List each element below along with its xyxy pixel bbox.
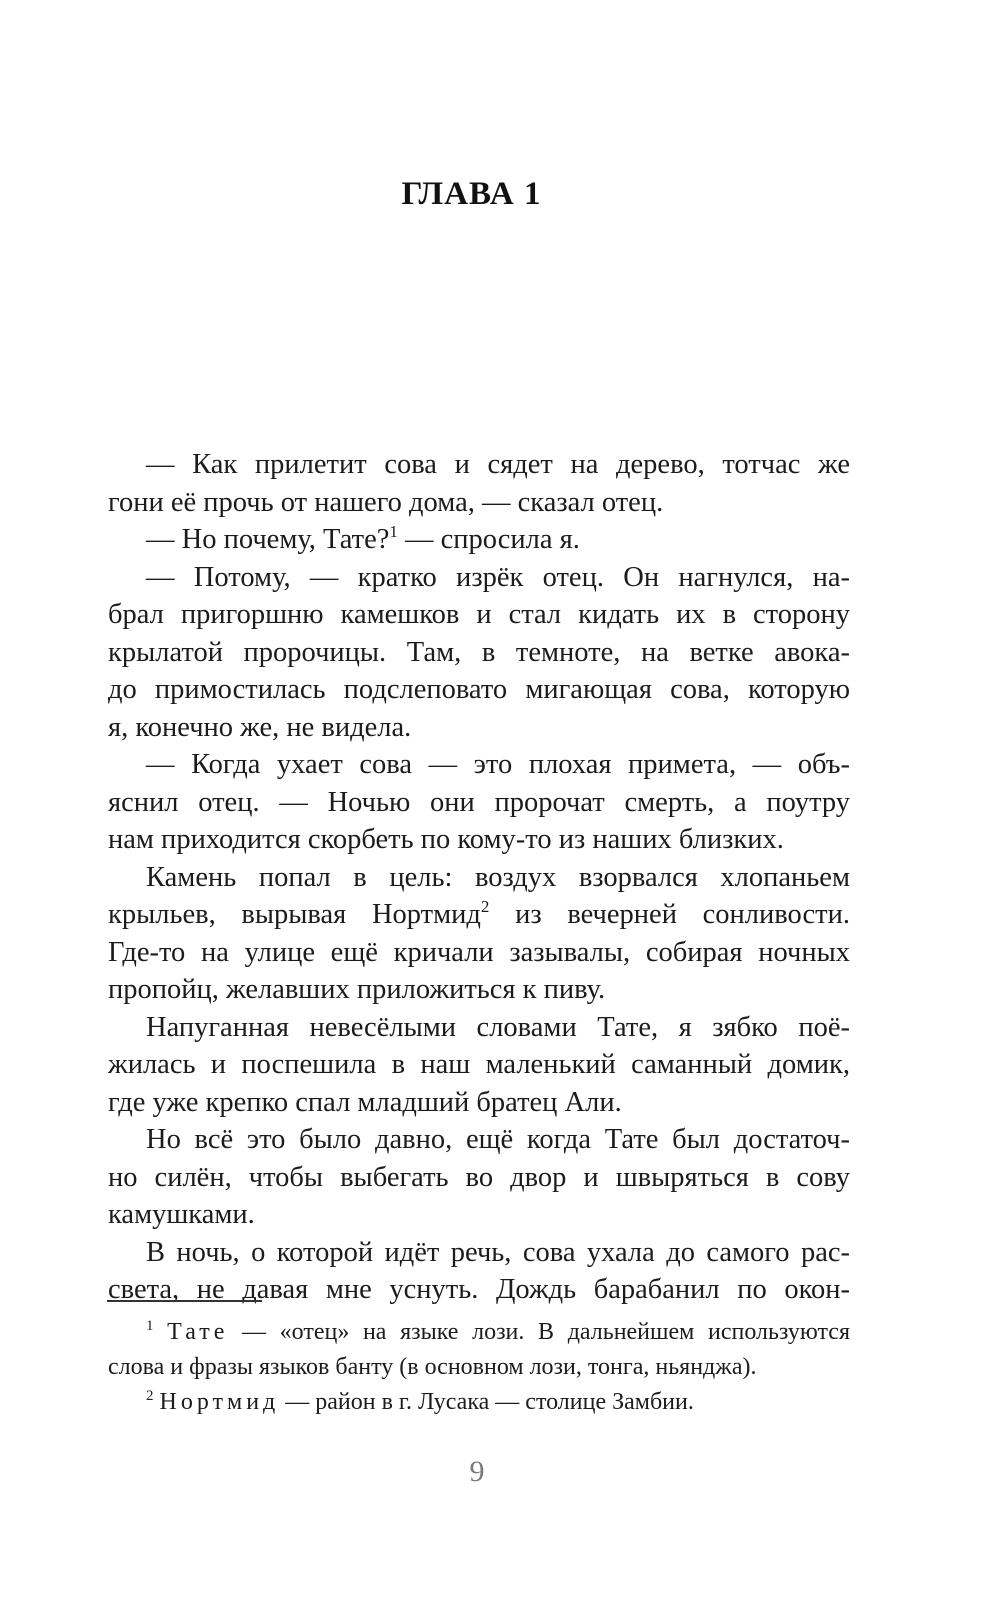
text-line: — Потому, — кратко изрёк отец. Он нагнулся, на- xyxy=(146,561,850,593)
text-line: я, конечно же, не видела. xyxy=(108,711,412,743)
text-line: где уже крепко спал младший братец Али. xyxy=(108,1086,622,1118)
footnote-divider xyxy=(107,1300,262,1302)
text-line: но силён, чтобы выбегать во двор и швыряться в сову xyxy=(108,1161,850,1193)
text-line: — Когда ухает сова — это плохая примета, — объ- xyxy=(146,749,850,780)
footnote-term: Тате xyxy=(167,1319,229,1345)
text-line: яснил отец. — Ночью они пророчат смерть, а поутру xyxy=(108,786,850,818)
text-line: пропойц, желавших приложиться к пиву. xyxy=(108,974,606,1005)
text-line: брал пригоршню камешков и стал кидать их в сторону xyxy=(108,599,850,630)
text-line: Камень попал в цель: воздух взорвался хлопаньем xyxy=(146,861,850,893)
text-line: света, не давая мне уснуть. Дождь барабанил по окон- xyxy=(108,1274,850,1305)
text-line: крыльев, вырывая Нортмид$^2$ из вечерней сонливости. xyxy=(108,897,850,930)
text-line: Напуганная невесёлыми словами Тате, я зябко поё- xyxy=(146,1011,850,1043)
text-line: — Как прилетит сова и сядет на дерево, тотчас же xyxy=(146,449,850,480)
text-line: Где-то на улице ещё кричали зазывалы, собирая ночных xyxy=(108,936,850,968)
text-line: жилась и поспешила в наш маленький саманный домик, xyxy=(108,1049,850,1080)
footnote-term: Нортмид xyxy=(159,1389,280,1415)
text-line: нам приходится скорбеть по кому-то из наших близких. xyxy=(108,824,784,855)
footnote-1-continued: слова и фразы языков банту (в основном лози, тонга, ньянджа). xyxy=(108,1354,757,1380)
text-line: крылатой пророчицы. Там, в темноте, на ветке авока- xyxy=(108,636,850,668)
text-line: — Но почему, Тате?$^1$ — спросила я. xyxy=(146,522,580,555)
footnote-2: $^2$ Нортмид — район в г. Лусака — столице Замбии. xyxy=(146,1388,694,1415)
footnote-number: 2 xyxy=(146,1388,154,1404)
text-line: Но всё это было давно, ещё когда Тате был достаточ- xyxy=(146,1124,850,1155)
page-number: 9 xyxy=(469,1455,485,1488)
text-line: камушками. xyxy=(108,1199,255,1230)
body-text xyxy=(108,446,850,1309)
footnote-ref: 1 xyxy=(389,522,398,541)
text-line: до примостилась подслеповато мигающая сова, которую xyxy=(108,674,850,705)
text-line: гони её прочь от нашего дома, — сказал отец. xyxy=(108,486,664,518)
chapter-title: ГЛАВА 1 xyxy=(401,176,542,212)
footnote-ref: 2 xyxy=(480,897,490,916)
footnote-number: 1 xyxy=(146,1318,154,1334)
footnotes xyxy=(108,1315,850,1420)
footnote-1: $^1$ Тате — «отец» на языке лози. В дальнейшем используются xyxy=(146,1318,850,1345)
text-line: В ночь, о которой идёт речь, сова ухала до самого рас- xyxy=(146,1236,850,1268)
